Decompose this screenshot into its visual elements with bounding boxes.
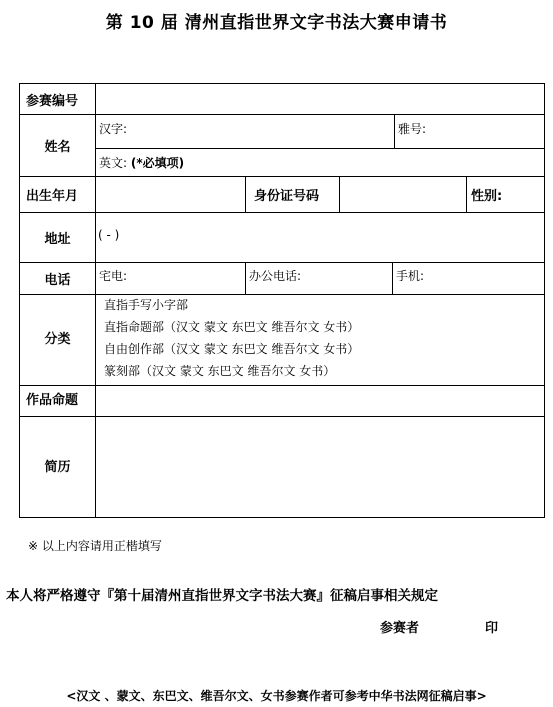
column-divider: [339, 176, 340, 212]
birth-date-label: 出生年月: [26, 189, 79, 204]
entry-number-label: 参赛编号: [26, 94, 79, 109]
phone-label: 电话: [44, 273, 71, 288]
name-label: 姓名: [44, 140, 71, 155]
row-divider: [20, 114, 544, 115]
category-item: 篆刻部（汉文 蒙文 东巴文 维吾尔文 女书）: [104, 364, 336, 378]
category-item: 直指命题部（汉文 蒙文 东巴文 维吾尔文 女书）: [104, 320, 360, 334]
home-phone-label: 宅电:: [99, 269, 128, 283]
work-title-label: 作品命题: [26, 393, 79, 408]
column-divider: [392, 262, 393, 294]
hanzi-label: 汉字:: [99, 122, 128, 136]
english-required-note: (*必填项): [130, 156, 185, 170]
english-name-field: [99, 154, 184, 171]
column-divider: [245, 176, 246, 212]
address-label: 地址: [44, 232, 71, 247]
column-divider: [245, 262, 246, 294]
category-label: 分类: [44, 332, 71, 347]
row-divider: [20, 262, 544, 263]
seal-label: 印: [485, 621, 499, 636]
gender-label: 性别:: [471, 189, 503, 204]
office-phone-label: 办公电话:: [249, 269, 302, 283]
mobile-label: 手机:: [396, 269, 425, 283]
row-divider: [95, 148, 544, 149]
id-number-label: 身份证号码: [254, 189, 320, 204]
row-divider: [20, 385, 544, 386]
row-divider: [20, 212, 544, 213]
category-item: 直指手写小字部: [104, 298, 189, 312]
page-title: 第 10 届 清州直指世界文字书法大赛申请书: [105, 13, 448, 33]
column-divider: [95, 84, 96, 517]
resume-label: 简历: [44, 460, 71, 475]
row-divider: [20, 294, 544, 295]
pledge-statement: 本人将严格遵守『第十届清州直指世界文字书法大赛』征稿启事相关规定: [6, 588, 438, 604]
english-label: 英文:: [99, 156, 128, 170]
form-note: ※ 以上内容请用正楷填写: [28, 539, 162, 553]
column-divider: [466, 176, 467, 212]
pen-name-label: 雅号:: [398, 122, 427, 136]
row-divider: [20, 416, 544, 417]
address-hint: ( - ): [98, 228, 120, 242]
category-item: 自由创作部（汉文 蒙文 东巴文 维吾尔文 女书）: [104, 342, 360, 356]
column-divider: [394, 114, 395, 148]
application-form: [19, 83, 545, 518]
footer-note: <汉文 、蒙文、东巴文、维吾尔文、女书参赛作者可参考中华书法网征稿启事>: [66, 689, 487, 703]
signature-label: 参赛者: [380, 621, 420, 636]
